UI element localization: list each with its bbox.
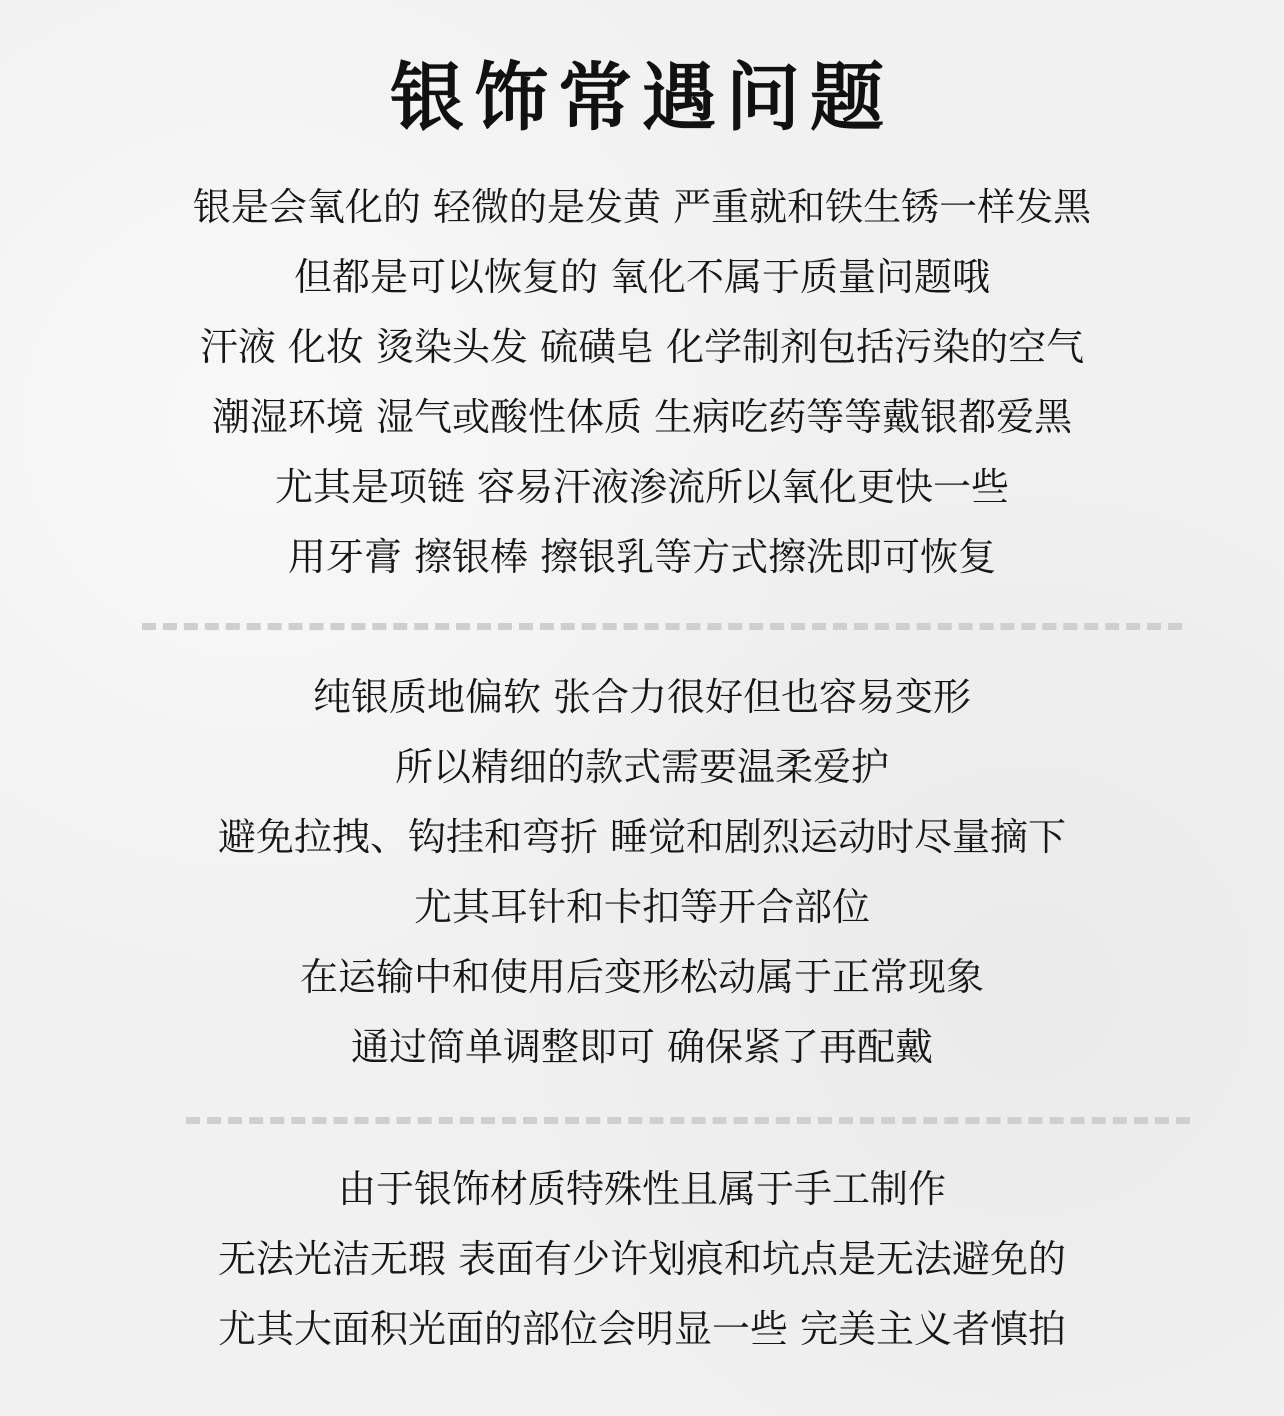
section-divider-2 — [186, 1117, 1190, 1124]
section-3-line-1: 由于银饰材质特殊性且属于手工制作 — [337, 1167, 946, 1211]
section-2-line-4: 尤其耳针和卡扣等开合部位 — [413, 885, 870, 929]
section-2-line-6: 通过简单调整即可 确保紧了再配戴 — [350, 1025, 934, 1069]
section-1-line-5: 尤其是项链 容易汗液渗流所以氧化更快一些 — [274, 465, 1010, 509]
section-1-line-4: 潮湿环境 湿气或酸性体质 生病吃药等等戴银都爱黑 — [211, 395, 1073, 439]
page-title: 银饰常遇问题 — [390, 55, 894, 141]
section-1-line-3: 汗液 化妆 烫染头发 硫磺皂 化学制剂包括污染的空气 — [199, 325, 1085, 369]
section-2-line-5: 在运输中和使用后变形松动属于正常现象 — [299, 955, 984, 999]
section-2-line-2: 所以精细的款式需要温柔爱护 — [394, 745, 889, 789]
section-1-line-2: 但都是可以恢复的 氧化不属于质量问题哦 — [293, 255, 991, 299]
section-1-line-6: 用牙膏 擦银棒 擦银乳等方式擦洗即可恢复 — [287, 535, 997, 579]
section-2-line-1: 纯银质地偏软 张合力很好但也容易变形 — [312, 675, 972, 719]
section-divider-1 — [142, 623, 1182, 630]
section-3-line-2: 无法光洁无瑕 表面有少许划痕和坑点是无法避免的 — [217, 1237, 1067, 1281]
section-2-line-3: 避免拉拽、钩挂和弯折 睡觉和剧烈运动时尽量摘下 — [217, 815, 1067, 859]
section-3-line-3: 尤其大面积光面的部位会明显一些 完美主义者慎拍 — [217, 1307, 1067, 1351]
section-1-line-1: 银是会氧化的 轻微的是发黄 严重就和铁生锈一样发黑 — [192, 185, 1092, 229]
